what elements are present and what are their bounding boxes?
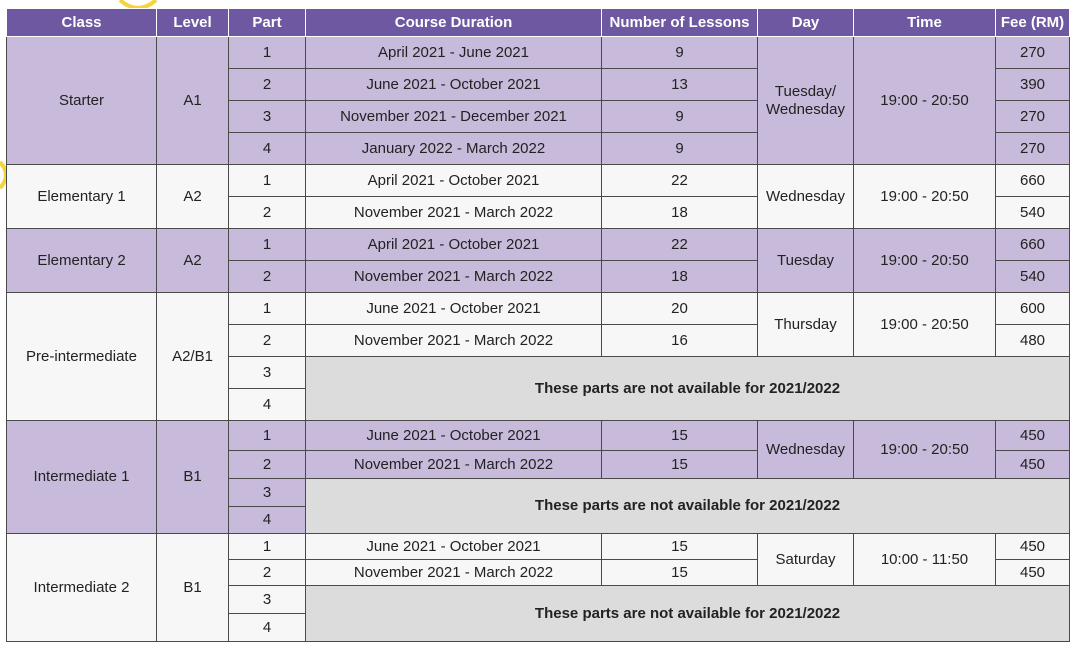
lessons-cell: 13 [602,69,758,101]
fee-cell: 540 [996,261,1070,293]
fee-cell: 270 [996,133,1070,165]
part-cell: 1 [229,293,306,325]
class-cell: Starter [7,37,157,165]
class-cell: Pre-intermediate [7,293,157,421]
duration-cell: November 2021 - March 2022 [306,451,602,479]
fee-cell: 660 [996,165,1070,197]
lessons-cell: 9 [602,133,758,165]
part-cell: 2 [229,451,306,479]
day-cell: Tuesday [758,229,854,293]
fee-cell: 450 [996,451,1070,479]
duration-cell: June 2021 - October 2021 [306,69,602,101]
level-cell: A2/B1 [157,293,229,421]
lessons-cell: 20 [602,293,758,325]
part-cell: 2 [229,197,306,229]
lessons-cell: 9 [602,101,758,133]
lessons-cell: 15 [602,534,758,560]
day-cell: Wednesday [758,165,854,229]
lessons-cell: 15 [602,451,758,479]
duration-cell: November 2021 - December 2021 [306,101,602,133]
day-cell: Saturday [758,534,854,586]
time-cell: 19:00 - 20:50 [854,37,996,165]
part-cell: 4 [229,133,306,165]
class-cell: Elementary 2 [7,229,157,293]
day-cell: Tuesday/ Wednesday [758,37,854,165]
header-day: Day [758,9,854,37]
part-cell: 1 [229,421,306,451]
time-cell: 19:00 - 20:50 [854,421,996,479]
fee-cell: 270 [996,37,1070,69]
duration-cell: April 2021 - October 2021 [306,229,602,261]
level-cell: A1 [157,37,229,165]
duration-cell: November 2021 - March 2022 [306,197,602,229]
time-cell: 19:00 - 20:50 [854,229,996,293]
fee-cell: 480 [996,325,1070,357]
header-part: Part [229,9,306,37]
time-cell: 19:00 - 20:50 [854,293,996,357]
course-schedule-table [6,8,1070,642]
level-cell: A2 [157,165,229,229]
part-cell: 3 [229,357,306,389]
duration-cell: June 2021 - October 2021 [306,421,602,451]
lessons-cell: 22 [602,165,758,197]
class-cell: Intermediate 1 [7,421,157,534]
header-number-of-lessons: Number of Lessons [602,9,758,37]
lessons-cell: 15 [602,560,758,586]
header-time: Time [854,9,996,37]
table-row [7,293,1070,325]
header-row [7,9,1070,37]
unavailable-notice: These parts are not available for 2021/2022 [306,357,1070,421]
lessons-cell: 22 [602,229,758,261]
duration-cell: November 2021 - March 2022 [306,560,602,586]
time-cell: 19:00 - 20:50 [854,165,996,229]
fee-cell: 660 [996,229,1070,261]
table-row [7,534,1070,560]
part-cell: 2 [229,261,306,293]
fee-cell: 600 [996,293,1070,325]
part-cell: 2 [229,560,306,586]
part-cell: 1 [229,229,306,261]
unavailable-notice: These parts are not available for 2021/2022 [306,479,1070,534]
fee-cell: 540 [996,197,1070,229]
fee-cell: 450 [996,534,1070,560]
duration-cell: June 2021 - October 2021 [306,293,602,325]
duration-cell: January 2022 - March 2022 [306,133,602,165]
duration-cell: November 2021 - March 2022 [306,325,602,357]
part-cell: 3 [229,101,306,133]
part-cell: 1 [229,534,306,560]
level-cell: A2 [157,229,229,293]
table-row [7,229,1070,261]
day-cell: Thursday [758,293,854,357]
header-class: Class [7,9,157,37]
fee-cell: 270 [996,101,1070,133]
fee-cell: 450 [996,421,1070,451]
table-row [7,165,1070,197]
time-cell: 10:00 - 11:50 [854,534,996,586]
header-course-duration: Course Duration [306,9,602,37]
header-fee: Fee (RM) [996,9,1070,37]
level-cell: B1 [157,421,229,534]
day-cell: Wednesday [758,421,854,479]
part-cell: 1 [229,165,306,197]
lessons-cell: 15 [602,421,758,451]
part-cell: 4 [229,507,306,534]
header-level: Level [157,9,229,37]
part-cell: 2 [229,69,306,101]
duration-cell: November 2021 - March 2022 [306,261,602,293]
lessons-cell: 18 [602,197,758,229]
class-cell: Elementary 1 [7,165,157,229]
duration-cell: April 2021 - June 2021 [306,37,602,69]
table-row [7,37,1070,69]
table-row [7,421,1070,451]
unavailable-notice: These parts are not available for 2021/2022 [306,586,1070,642]
lessons-cell: 18 [602,261,758,293]
lessons-cell: 16 [602,325,758,357]
class-cell: Intermediate 2 [7,534,157,642]
lessons-cell: 9 [602,37,758,69]
part-cell: 3 [229,479,306,507]
part-cell: 1 [229,37,306,69]
part-cell: 2 [229,325,306,357]
part-cell: 4 [229,389,306,421]
fee-cell: 390 [996,69,1070,101]
level-cell: B1 [157,534,229,642]
part-cell: 4 [229,614,306,642]
duration-cell: April 2021 - October 2021 [306,165,602,197]
part-cell: 3 [229,586,306,614]
duration-cell: June 2021 - October 2021 [306,534,602,560]
fee-cell: 450 [996,560,1070,586]
